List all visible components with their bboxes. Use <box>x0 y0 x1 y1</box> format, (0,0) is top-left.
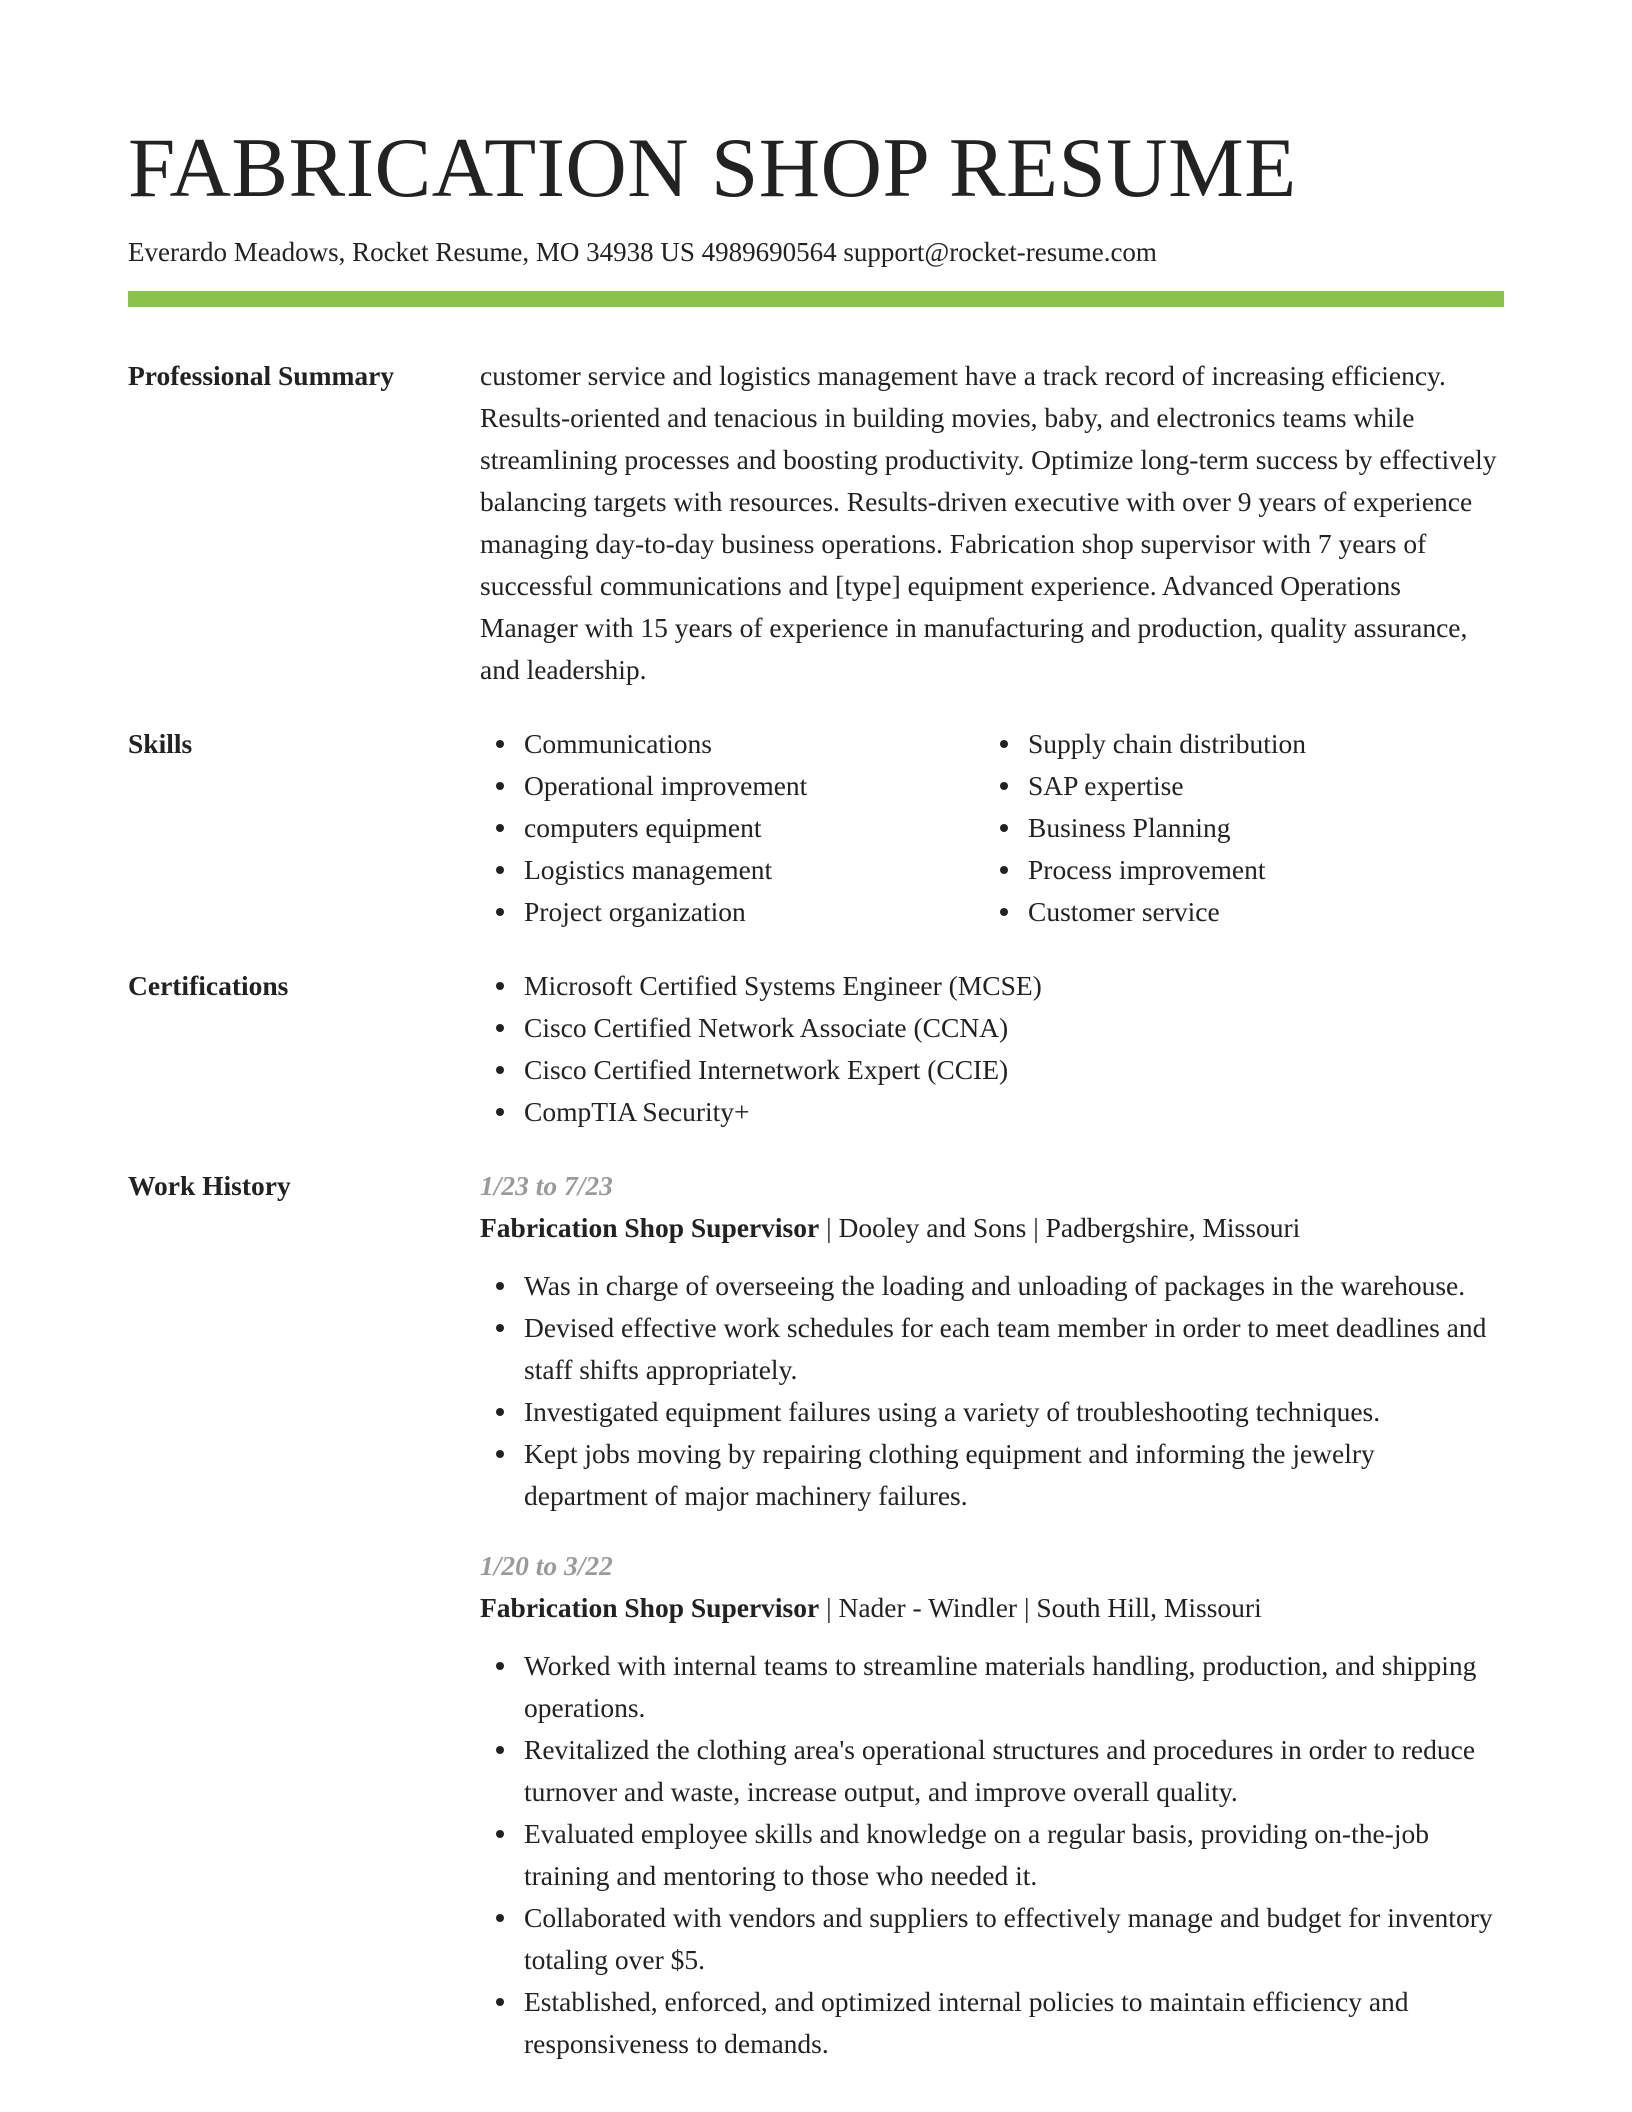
job-employer-location: | Dooley and Sons | Padbergshire, Missouri <box>819 1212 1301 1243</box>
job-title: Fabrication Shop Supervisor <box>480 1592 820 1623</box>
job-employer-location: | Nader - Windler | South Hill, Missouri <box>819 1592 1262 1623</box>
job-bullet: Was in charge of overseeing the loading and unloading of packages in the warehouse. <box>480 1265 1504 1307</box>
skills-list-left <box>480 723 984 933</box>
certification-item: CompTIA Security+ <box>480 1091 1504 1133</box>
skill-item: Logistics management <box>480 849 984 891</box>
job-bullet: Evaluated employee skills and knowledge on a regular basis, providing on-the-job training and mentoring to those who needed it. <box>480 1813 1504 1897</box>
skills-list-right <box>984 723 1488 933</box>
job-bullet: Collaborated with vendors and suppliers to effectively manage and budget for inventory totaling over $5. <box>480 1897 1504 1981</box>
skills-section <box>128 723 1504 933</box>
certification-item: Microsoft Certified Systems Engineer (MCSE) <box>480 965 1504 1007</box>
skill-item: Project organization <box>480 891 984 933</box>
professional-summary-section <box>128 355 1504 691</box>
skills-grid <box>480 723 1504 933</box>
job-bullet-list <box>480 1265 1504 1517</box>
job-entry <box>480 1545 1504 2065</box>
skill-item: Customer service <box>984 891 1488 933</box>
job-bullet: Worked with internal teams to streamline materials handling, production, and shipping operations. <box>480 1645 1504 1729</box>
job-title: Fabrication Shop Supervisor <box>480 1212 820 1243</box>
job-dates: 1/20 to 3/22 <box>480 1550 613 1581</box>
certifications-section <box>128 965 1504 1133</box>
contact-line: Everardo Meadows, Rocket Resume, MO 34938 US 4989690564 support@rocket-resume.com <box>128 237 1157 267</box>
job-bullet: Revitalized the clothing area's operational structures and procedures in order to reduce turnover and waste, increase output, and improve overall quality. <box>480 1729 1504 1813</box>
skill-item: Process improvement <box>984 849 1488 891</box>
resume-header <box>128 0 1504 307</box>
section-label: Certifications <box>128 970 289 1001</box>
skill-item: SAP expertise <box>984 765 1488 807</box>
job-heading <box>480 1207 1504 1249</box>
skill-item: Communications <box>480 723 984 765</box>
certification-item: Cisco Certified Network Associate (CCNA) <box>480 1007 1504 1049</box>
section-label: Work History <box>128 1170 291 1201</box>
job-entry <box>480 1165 1504 1517</box>
job-bullet-list <box>480 1645 1504 2065</box>
job-bullet: Investigated equipment failures using a variety of troubleshooting techniques. <box>480 1391 1504 1433</box>
job-bullet: Established, enforced, and optimized internal policies to maintain efficiency and responsiveness to demands. <box>480 1981 1504 2065</box>
section-label: Professional Summary <box>128 360 395 391</box>
job-dates: 1/23 to 7/23 <box>480 1170 613 1201</box>
skill-item: Business Planning <box>984 807 1488 849</box>
certifications-list <box>480 965 1504 1133</box>
job-bullet: Devised effective work schedules for each team member in order to meet deadlines and staff shifts appropriately. <box>480 1307 1504 1391</box>
work-history-body <box>480 1165 1504 2065</box>
work-history-section <box>128 1165 1504 2065</box>
job-heading <box>480 1587 1504 1629</box>
job-bullet: Kept jobs moving by repairing clothing equipment and informing the jewelry department of major machinery failures. <box>480 1433 1504 1517</box>
resume-title: FABRICATION SHOP RESUME <box>128 121 1297 215</box>
skill-item: computers equipment <box>480 807 984 849</box>
summary-text: customer service and logistics management have a track record of increasing efficiency. Results-oriented and tenacious in building movies, baby, and electronics teams while streamlining processes and boosting productivity. Optimize long-term success by effectively balancing targets with resources. Results-driven executive with over 9 years of experience managing day-to-day business operations. Fabrication shop supervisor with 7 years of successful communications and [type] equipment experience. Advanced Operations Manager with 15 years of experience in manufacturing and production, quality assurance, and leadership. <box>480 360 1497 685</box>
skill-item: Operational improvement <box>480 765 984 807</box>
section-label: Skills <box>128 728 193 759</box>
accent-divider <box>128 291 1504 307</box>
skill-item: Supply chain distribution <box>984 723 1488 765</box>
certification-item: Cisco Certified Internetwork Expert (CCIE) <box>480 1049 1504 1091</box>
